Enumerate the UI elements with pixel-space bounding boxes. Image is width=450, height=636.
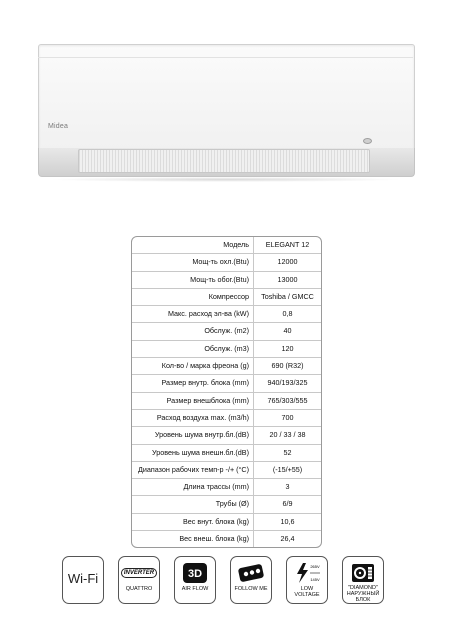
spec-label: Размер внутр. блока (mm) <box>132 375 254 391</box>
spec-value: 40 <box>283 326 292 336</box>
spec-value: 52 <box>283 447 292 457</box>
spec-value: 765/303/555 <box>267 395 308 405</box>
low-voltage-caption: LOW VOLTAGE <box>294 586 320 598</box>
spec-row <box>132 375 321 392</box>
spec-row <box>132 341 321 358</box>
ac-panel-line <box>38 57 413 58</box>
spec-label: Компрессор <box>132 289 254 305</box>
spec-label: Расход воздуха max. (m3/h) <box>132 410 254 426</box>
spec-value: 700 <box>281 412 294 422</box>
spec-value: 0,8 <box>282 309 293 319</box>
inverter-caption: QUATTRO <box>125 586 153 592</box>
spec-value: (-15/+55) <box>272 464 303 474</box>
spec-row <box>132 393 321 410</box>
spec-row <box>132 289 321 306</box>
spec-row <box>132 410 321 427</box>
spec-row <box>132 272 321 289</box>
wifi-label: Wi-Fi <box>67 571 99 586</box>
spec-row <box>132 306 321 323</box>
spec-value: 940/193/325 <box>267 378 308 388</box>
spec-label: Трубы (Ø) <box>132 496 254 512</box>
followme-caption: FOLLOW ME <box>234 586 268 592</box>
spec-label: Обслуж. (m2) <box>132 323 254 339</box>
ac-brand-logo: Midea <box>48 123 69 130</box>
inverter-icon <box>121 562 157 584</box>
spec-value: ELEGANT 12 <box>265 240 310 249</box>
ac-front-panel <box>38 44 415 150</box>
spec-row <box>132 496 321 513</box>
spec-row <box>132 514 321 531</box>
spec-label: Макс. расход эл-ва (kW) <box>132 306 254 322</box>
air-conditioner-image <box>38 44 413 182</box>
diamond-caption: "DIAMOND" НАРУЖНЫЙ БЛОК <box>346 585 380 603</box>
lightning-icon <box>293 562 321 584</box>
spec-label: Вес внеш. блока (kg) <box>132 531 254 547</box>
spec-label: Уровень шума внутр.бл.(dB) <box>132 427 254 443</box>
outdoor-unit-icon <box>351 562 375 583</box>
spec-value: 10,6 <box>280 516 295 526</box>
followme-feature <box>230 556 272 604</box>
spec-row <box>132 237 321 254</box>
spec-label: Уровень шума внешн.бл.(dB) <box>132 445 254 461</box>
spec-value: Toshiba / GMCC <box>261 291 314 301</box>
spec-value: 3 <box>285 482 290 492</box>
spec-label: Размер внешблока (mm) <box>132 393 254 409</box>
spec-value: 20 / 33 / 38 <box>269 430 306 440</box>
inverter-feature <box>118 556 160 604</box>
spec-row <box>132 531 321 547</box>
spec-value: 690 (R32) <box>271 361 304 371</box>
voltage-top: 265V <box>310 564 320 569</box>
diamond-feature <box>342 556 384 604</box>
spec-label: Обслуж. (m3) <box>132 341 254 357</box>
ac-air-outlet-grille <box>78 149 370 173</box>
low-voltage-feature <box>286 556 328 604</box>
3d-airflow-icon <box>182 562 208 584</box>
spec-label: Длина трассы (mm) <box>132 479 254 495</box>
spec-row <box>132 427 321 444</box>
spec-value: 6/9 <box>282 499 293 509</box>
spec-row <box>132 254 321 271</box>
spec-row <box>132 479 321 496</box>
spec-label: Модель <box>132 237 254 253</box>
spec-table <box>131 236 322 548</box>
ac-shadow <box>48 177 403 182</box>
spec-row <box>132 323 321 340</box>
spec-label: Вес внут. блока (kg) <box>132 514 254 530</box>
spec-value: 12000 <box>277 257 298 267</box>
spec-row <box>132 462 321 479</box>
feature-icons <box>62 556 382 616</box>
wifi-feature <box>62 556 104 604</box>
spec-row <box>132 445 321 462</box>
spec-value: 26,4 <box>280 534 295 544</box>
inverter-badge: INVERTER <box>121 568 157 578</box>
airflow-feature <box>174 556 216 604</box>
airflow-badge: 3D <box>187 568 203 580</box>
spec-value: 120 <box>281 343 294 353</box>
voltage-bottom: 145V <box>310 577 320 582</box>
spec-label: Мощ-ть охл.(Btu) <box>132 254 254 270</box>
spec-label: Мощ-ть обог.(Btu) <box>132 272 254 288</box>
spec-row <box>132 358 321 375</box>
spec-value: 13000 <box>277 274 298 284</box>
remote-control-icon <box>237 562 265 584</box>
spec-label: Диапазон рабочих темп-р -/+ (°C) <box>132 462 254 478</box>
ac-indicator-light <box>363 138 372 144</box>
airflow-caption: AIR FLOW <box>181 586 209 592</box>
spec-label: Кол-во / марка фреона (g) <box>132 358 254 374</box>
